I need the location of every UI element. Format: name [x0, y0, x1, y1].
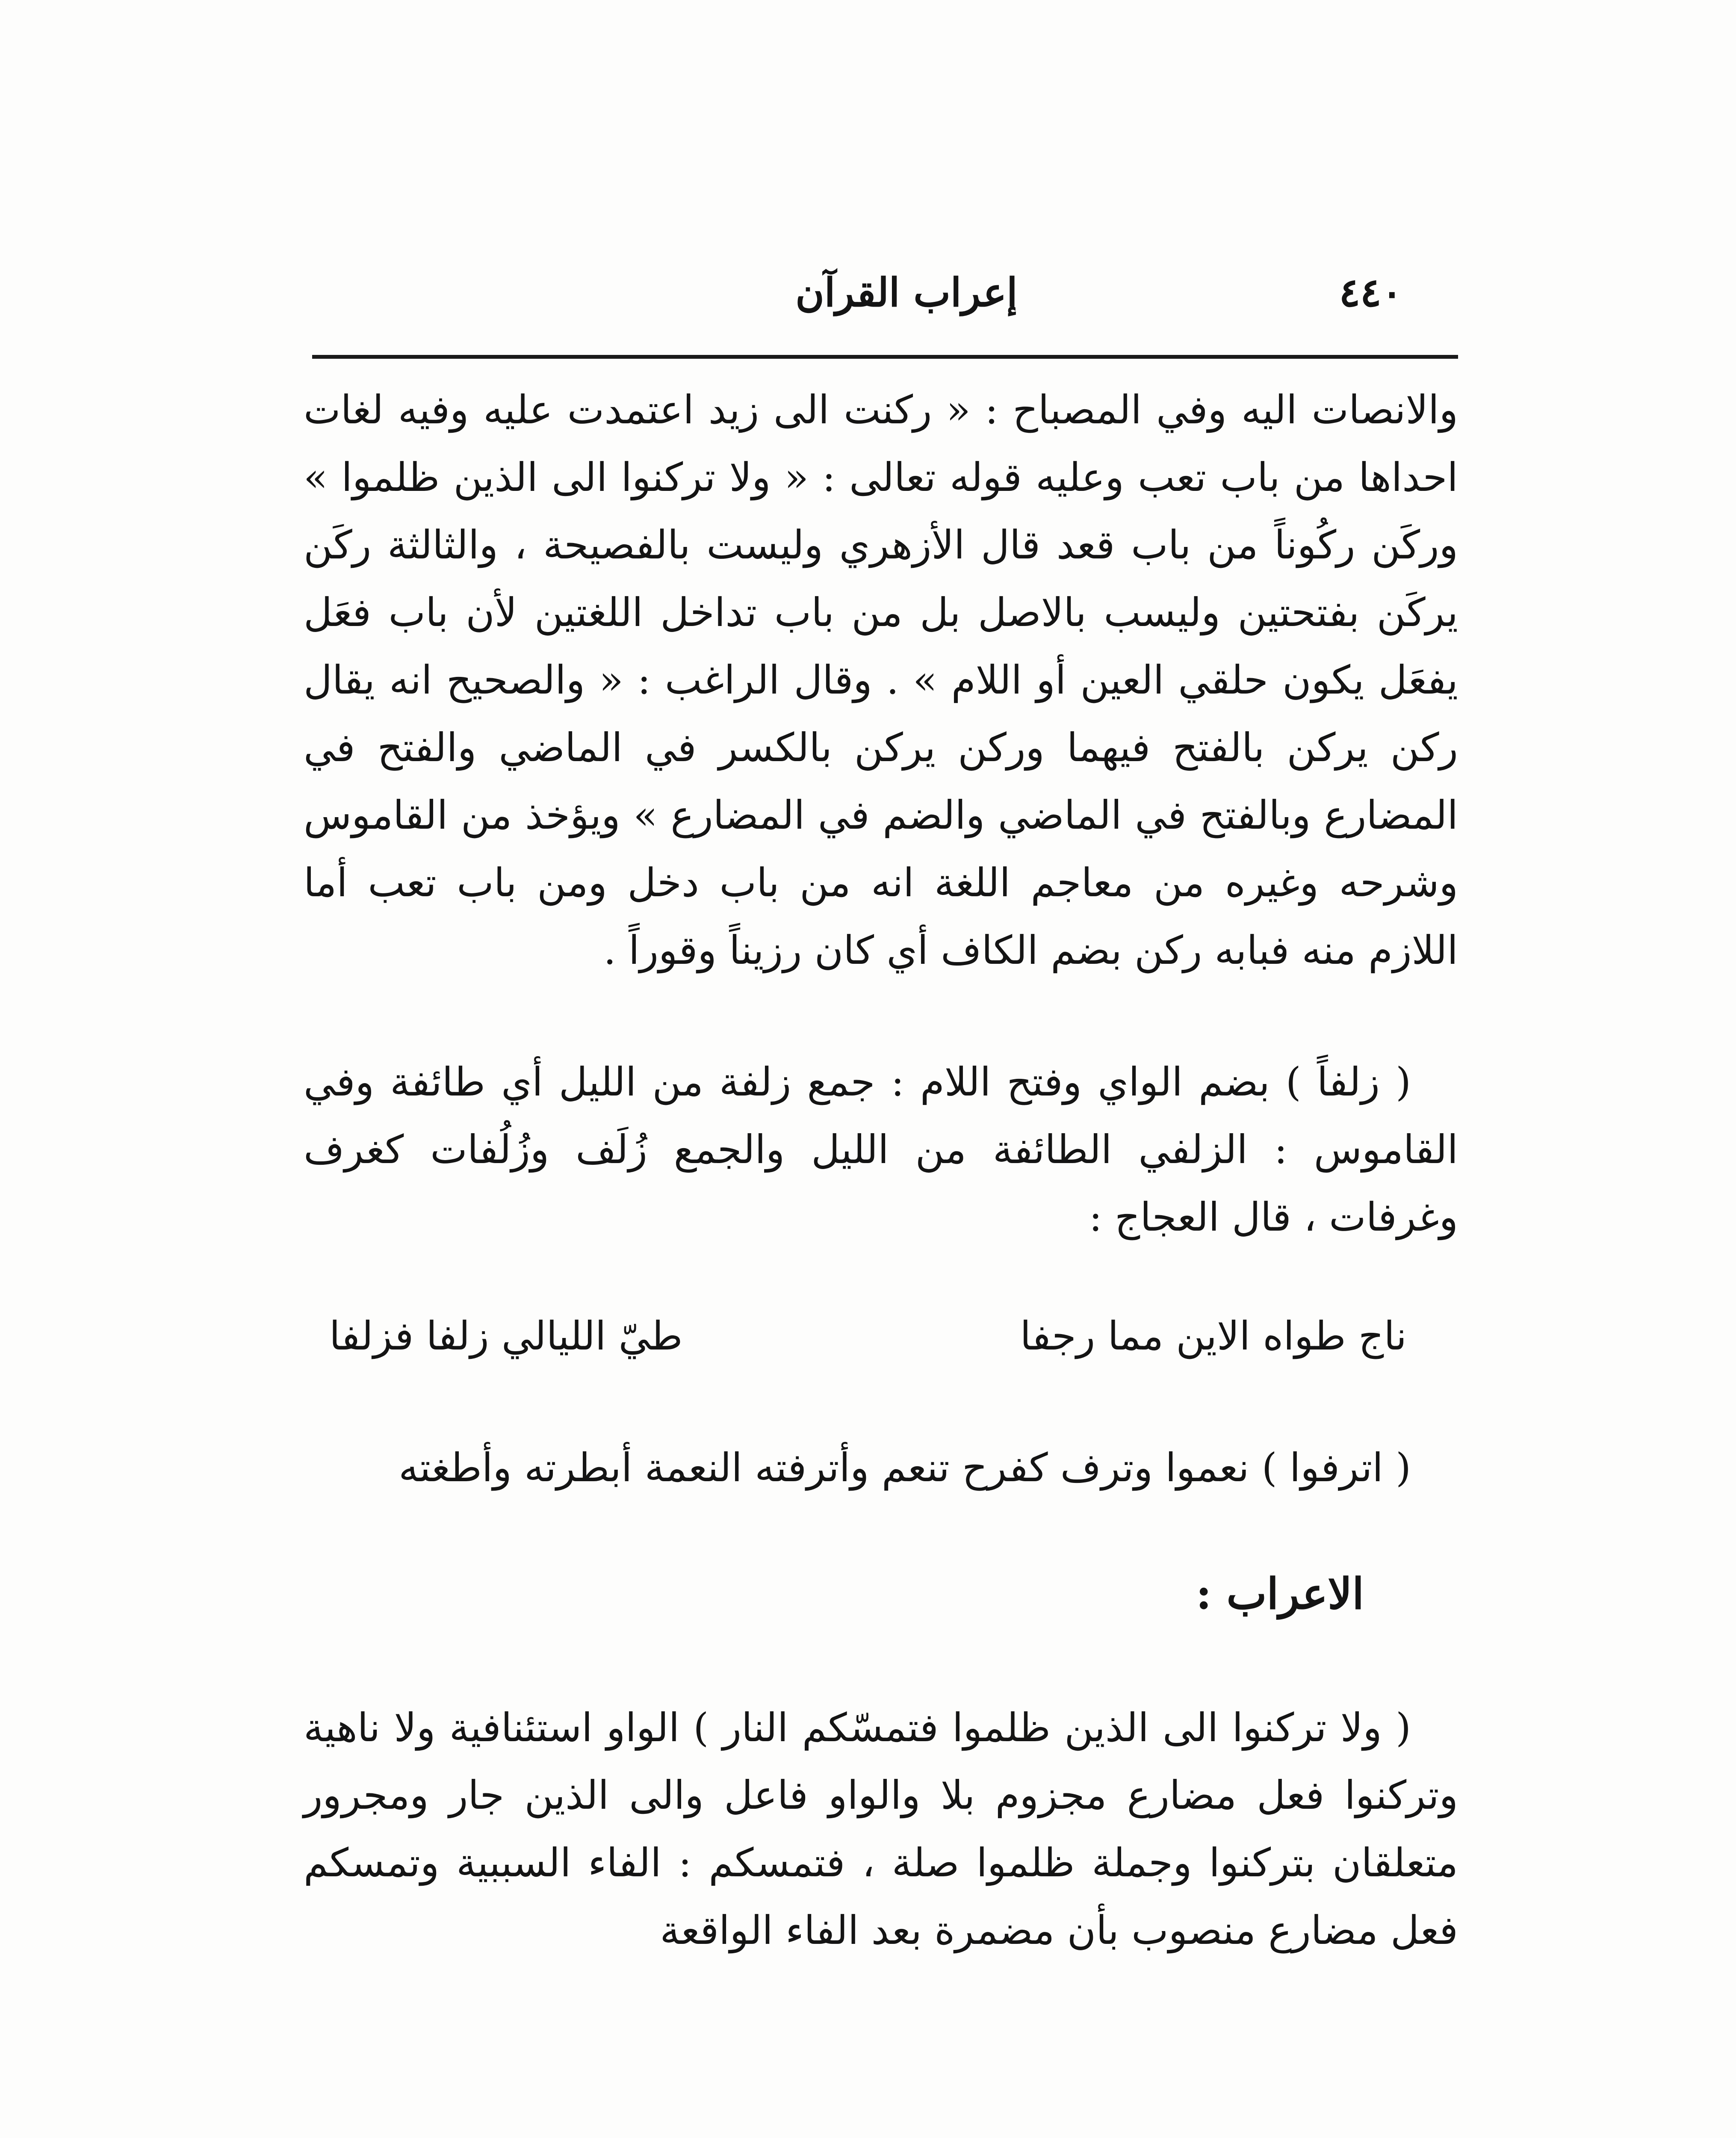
- page-body: [304, 376, 1458, 1964]
- paragraph-rakana: والانصات اليه وفي المصباح : « ركنت الى زيد اعتمدت عليه وفيه لغات احداها من باب تعب وعليه قوله تعالى : « ولا تركنوا الى الذين ظلموا » وركَن ركُوناً من باب قعد قال الأزهري وليست بالفصيحة ، والثالثة ركَن يركَن بفتحتين وليسب بالاصل بل من باب تداخل اللغتين لأن باب فعَل يفعَل يكون حلقي العين أو اللام » . وقال الراغب : « والصحيح انه يقال ركن يركن بالفتح فيهما وركن يركن بالكسر في الماضي والفتح في المضارع وبالفتح في الماضي والضم في المضارع » ويؤخذ من القاموس وشرحه وغيره من معاجم اللغة انه من باب دخل ومن باب تعب أما اللازم منه فبابه ركن بضم الكاف أي كان رزيناً وقوراً .: [304, 387, 1458, 973]
- page-number: ٤٤٠: [1339, 269, 1402, 316]
- paragraph-utrifu: ( اترفوا ) نعموا وترف كفرح تنعم وأترفته النعمة أبطرته وأطغته: [399, 1445, 1411, 1491]
- header-rule: [312, 355, 1458, 359]
- paragraph-iraab: ( ولا تركنوا الى الذين ظلموا فتمسّكم النار ) الواو استئنافية ولا ناهية وتركنوا فعل مضارع مجزوم بلا والواو فاعل والى الذين جار ومجرور متعلقان بتركنوا وجملة ظلموا صلة ، فتمسكم : الفاء السببية وتمسكم فعل مضارع منصوب بأن مضمرة بعد الفاء الواقعة: [304, 1705, 1458, 1953]
- page-header: [312, 261, 1458, 325]
- paragraph-zulafan: ( زلفاً ) بضم الواي وفتح اللام : جمع زلفة من الليل أي طائفة وفي القاموس : الزلفي الطائفة من الليل والجمع زُلَف وزُلُفات كغرف وغرفات ، قال العجاج :: [304, 1059, 1458, 1240]
- running-title: إعراب القرآن: [795, 269, 1018, 316]
- section-heading-iraab: الاعراب :: [1196, 1568, 1364, 1619]
- verse-hemistich-second: طيّ الليالي زلفا فزلفا: [329, 1313, 683, 1359]
- poetry-verse: [304, 1302, 1458, 1370]
- verse-hemistich-first: ناج طواه الاين مما رجفا: [1020, 1313, 1407, 1359]
